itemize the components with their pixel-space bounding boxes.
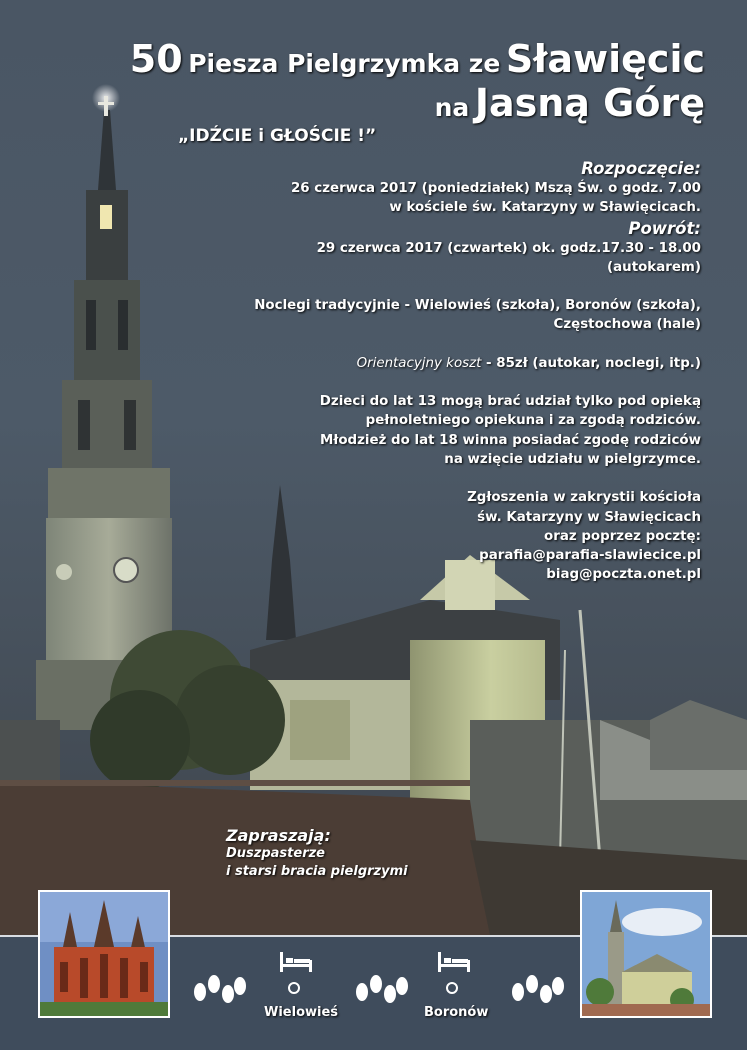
registration-line-3: oraz poprzez pocztę: [544,528,701,544]
stop-boronow: Boronów [424,1005,489,1020]
motto: „IDŹCIE i GŁOŚCIE !” [178,126,377,146]
cost-line [231,354,701,373]
poster-title [129,37,705,125]
cost-value: - 85zł (autokar, noclegi, itp.) [481,355,701,371]
invitation [226,826,408,881]
start-line-2: w kościele św. Katarzyny w Sławięcicach. [389,200,701,216]
bed-icon [278,950,314,974]
title-town: Sławięcic [505,37,705,81]
kids-line-1: Dzieci do lat 13 mogą brać udział tylko pod opieką [319,394,701,410]
start-heading: Rozpoczęcie: [581,159,701,178]
stop-wielowies: Wielowieś [264,1005,339,1020]
kids-line-2: pełnoletniego opiekuna i za zgodą rodziców. [365,413,701,429]
jasna-gora-photo [580,890,712,1018]
lodging-line-1: Noclegi tradycyjnie - Wielowieś (szkoła), Boronów (szkoła), [254,298,701,314]
route-stop-marker [288,982,300,994]
start-line-1: 26 czerwca 2017 (poniedziałek) Mszą Św. o godz. 7.00 [290,181,701,196]
registration-line-1: Zgłoszenia w zakrystii kościoła [467,490,701,506]
footprints-icon [506,972,566,1006]
footprints-icon [188,972,248,1006]
invite-line-2: i starsi bracia pielgrzymi [226,864,408,879]
email-2[interactable]: biag@poczta.onet.pl [546,567,701,583]
brick-church-image [40,892,168,1016]
title-destination: Jasną Górę [474,81,705,125]
lodging-line-2: Częstochowa (hale) [553,317,701,333]
cost-label: Orientacyjny koszt [356,355,482,371]
jasna-gora-image [582,892,710,1016]
slawiecice-church-photo [38,890,170,1018]
email-1[interactable]: parafia@parafia-slawiecice.pl [479,548,701,564]
invite-heading: Zapraszają: [226,826,331,845]
kids-line-4: na wzięcie udziału w pielgrzymce. [444,451,701,467]
title-middle: Piesza Pielgrzymka ze [188,49,501,78]
route-stop-marker [446,982,458,994]
bed-icon [436,950,472,974]
return-heading: Powrót: [628,218,701,238]
return-line: 29 czerwca 2017 (czwartek) ok. godz.17.30 - 18.00 (autokarem) [316,240,701,275]
registration-line-2: św. Katarzyny w Sławięcicach [477,509,701,525]
info-block [231,158,701,585]
invite-line-1: Duszpasterze [226,846,325,861]
title-number: 50 [129,37,183,81]
title-prefix: na [434,93,470,122]
footprints-icon [350,972,410,1006]
kids-line-3: Młodzież do lat 18 winna posiadać zgodę rodziców [320,432,701,448]
